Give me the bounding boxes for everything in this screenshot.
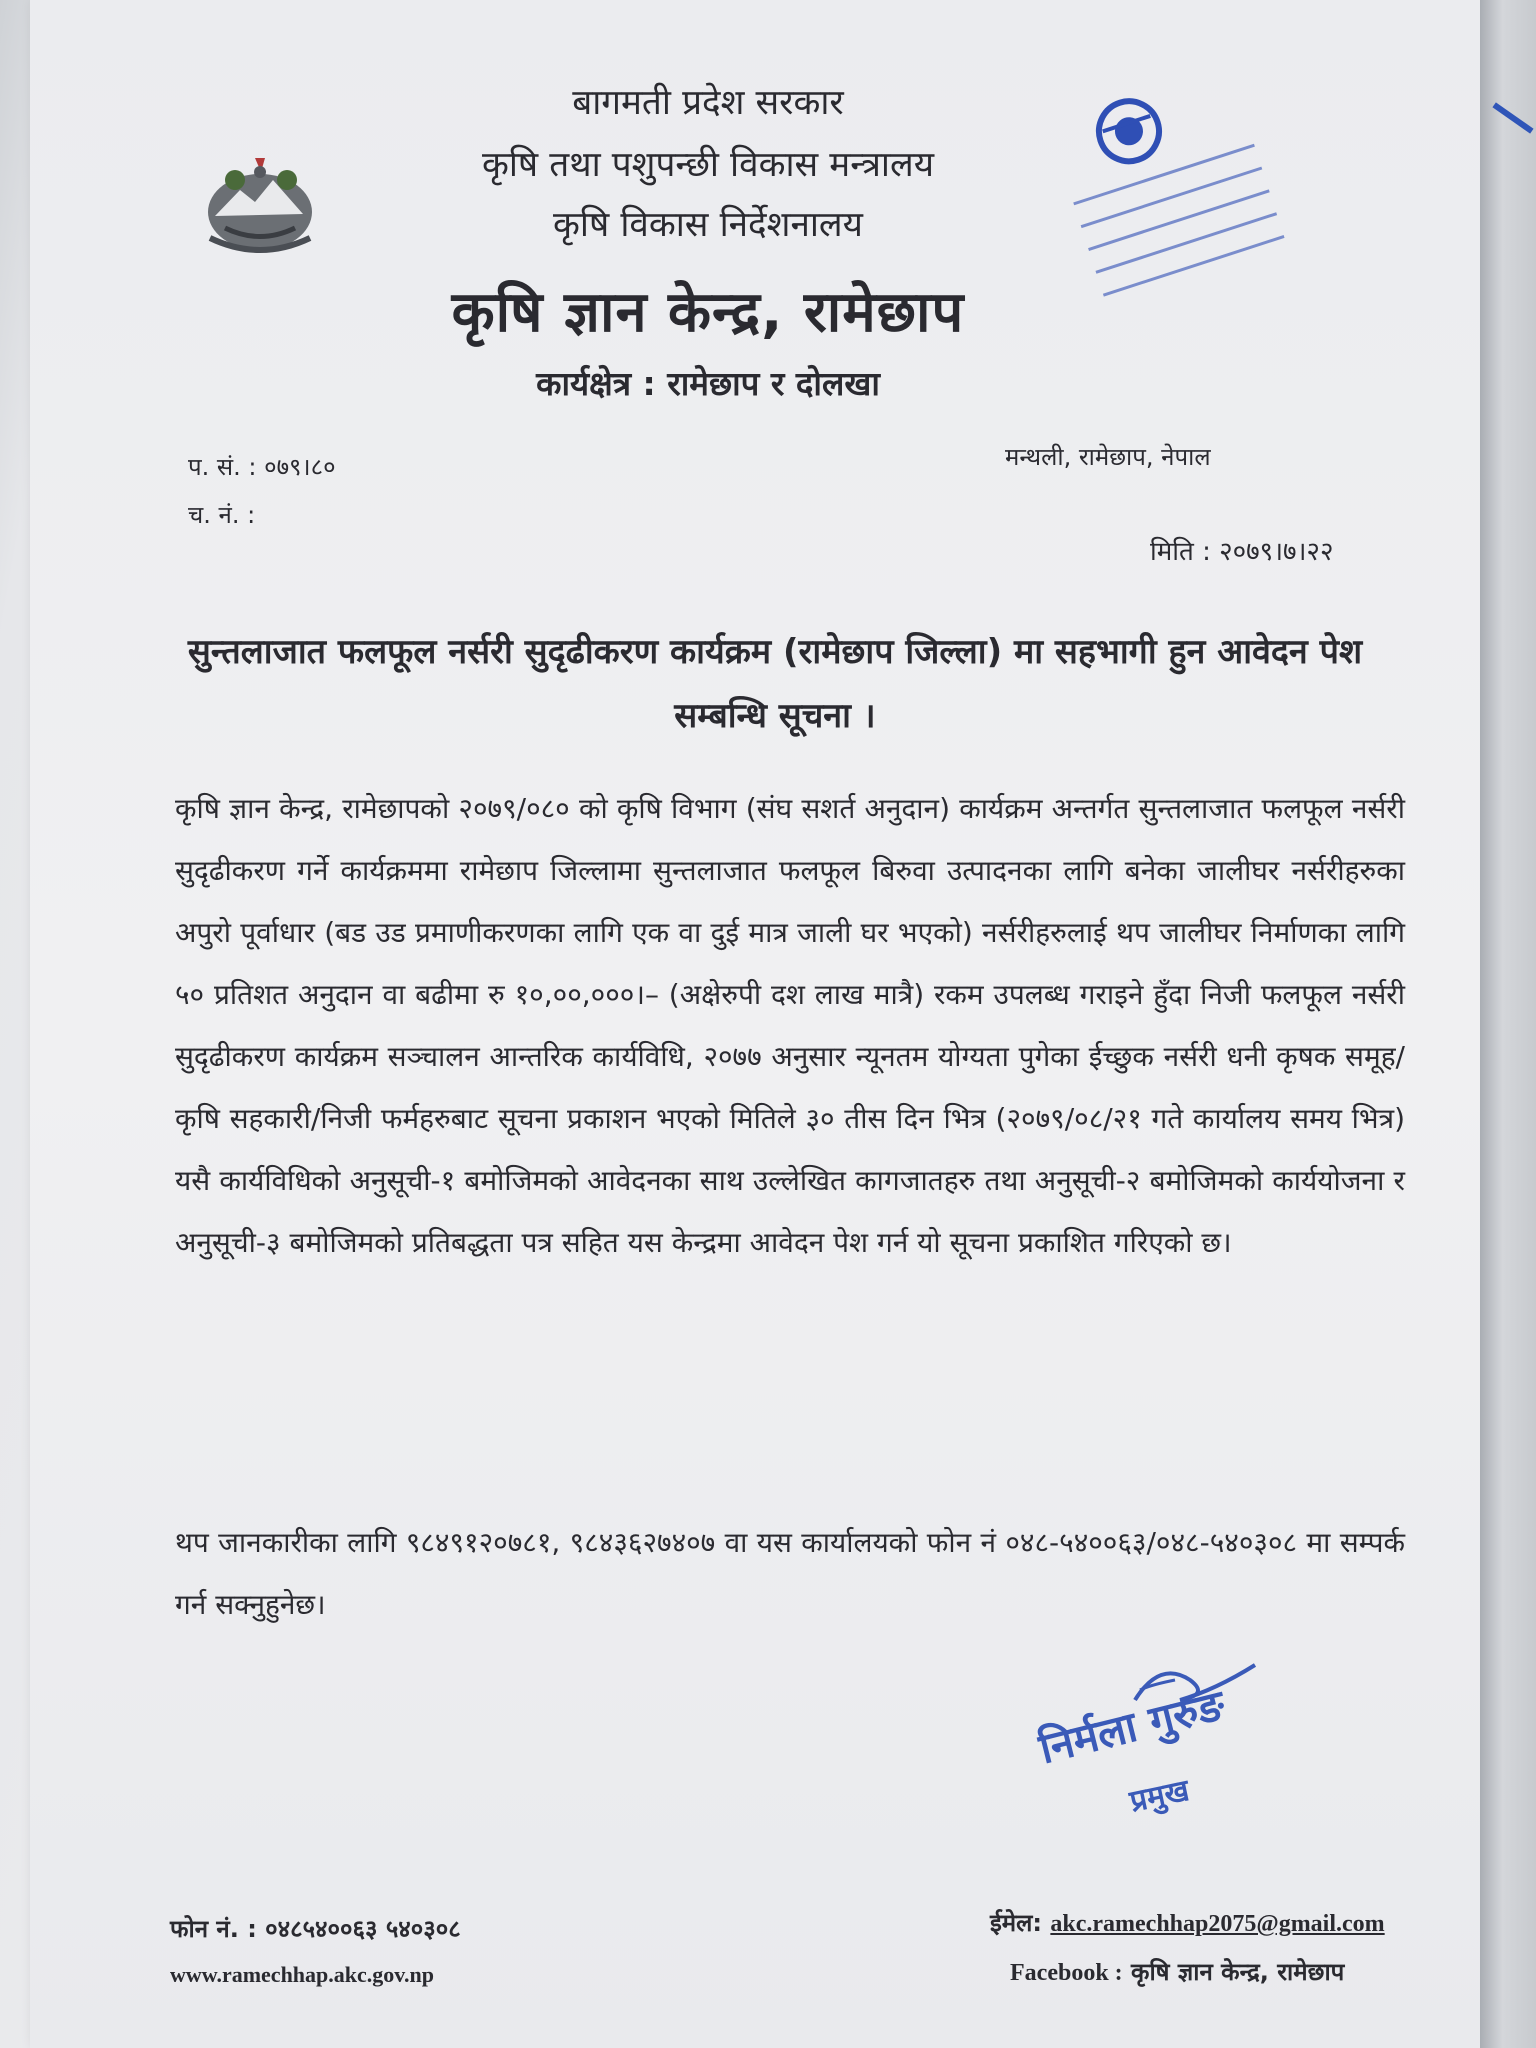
- footer-facebook: [1010, 1955, 1344, 1988]
- issue-date: मिति : २०७९।७।२२: [1150, 537, 1334, 567]
- header-province: बागमती प्रदेश सरकार: [572, 83, 844, 123]
- blue-stripe: [1492, 102, 1533, 133]
- notice-subject: सुन्तलाजात फलफूल नर्सरी सुदृढीकरण कार्यक्रम (रामेछाप जिल्ला) मा सहभागी हुन आवेदन पेश सम्बन्धि सूचना ।: [187, 632, 1363, 736]
- signatory-title: प्रमुख: [1126, 1772, 1193, 1820]
- adjacent-paper-edge: [1480, 0, 1536, 2048]
- office-area: कार्यक्षेत्र : रामेछाप र दोलखा: [536, 364, 880, 403]
- office-stamp-icon: [1055, 72, 1295, 312]
- dispatch-number: च. नं. :: [188, 501, 256, 529]
- email-label: ईमेल:: [990, 1909, 1043, 1937]
- facebook-page[interactable]: कृषि ज्ञान केन्द्र, रामेछाप: [1131, 1958, 1345, 1986]
- header-ministry: कृषि तथा पशुपन्छी विकास मन्त्रालय: [481, 145, 935, 185]
- notice-body: कृषि ज्ञान केन्द्र, रामेछापको २०७९/०८० को कृषि विभाग (संघ सशर्त अनुदान) कार्यक्रम अन्तर्गत सुन्तलाजात फलफूल नर्सरी सुदृढीकरण गर्ने कार्यक्रममा रामेछाप जिल्लामा सुन्तलाजात फलफूल बिरुवा उत्पादनका लागि बनेका जालीघर नर्सरीहरुका अपुरो पूर्वाधार (बड उड प्रमाणीकरणका लागि एक वा दुई मात्र जाली घर भएको) नर्सरीहरुलाई थप जालीघर निर्माणका लागि ५० प्रतिशत अनुदान वा बढीमा रु १०,००,०००।– (अक्षेरुपी दश लाख मात्रै) रकम उपलब्ध गराइने हुँदा निजी फलफूल नर्सरी सुदृढीकरण कार्यक्रम सञ्चालन आन्तरिक कार्यविधि, २०७७ अनुसार न्यूनतम योग्यता पुगेका ईच्छुक नर्सरी धनी कृषक समूह/कृषि सहकारी/निजी फर्महरुबाट सूचना प्रकाशन भएको मितिले ३० तीस दिन भित्र (२०७९/०८/२१ गते कार्यालय समय भित्र) यसै कार्यविधिको अनुसूची-१ बमोजिमको आवेदनका साथ उल्लेखित कागजातहरु तथा अनुसूची-२ बमोजिमको कार्ययोजना र अनुसूची-३ बमोजिमको प्रतिबद्धता पत्र सहित यस केन्द्रमा आवेदन पेश गर्न यो सूचना प्रकाशित गरिएको छ।: [175, 792, 1405, 1259]
- facebook-label: Facebook :: [1010, 1960, 1123, 1986]
- footer-phone: फोन नं. : ०४८५४००६३ ५४०३०८: [170, 1915, 461, 1943]
- signatory-name: निर्मला गुरुङ: [1034, 1680, 1230, 1774]
- header-directorate: कृषि विकास निर्देशनालय: [553, 205, 863, 245]
- contact-paragraph: थप जानकारीका लागि ९८४९१२०७८१, ९८४३६२७४०७ वा यस कार्यालयको फोन नं ०४८-५४००६३/०४८-५४०३०८ मा सम्पर्क गर्न सक्नुहुनेछ।: [175, 1526, 1405, 1621]
- footer-email: [990, 1906, 1385, 1939]
- office-title: कृषि ज्ञान केन्द्र, रामेछाप: [451, 280, 965, 345]
- reference-number: प. सं. : ०७९।८०: [188, 453, 336, 481]
- email-link[interactable]: akc.ramechhap2075@gmail.com: [1050, 1911, 1385, 1937]
- footer-website-link[interactable]: www.ramechhap.akc.gov.np: [170, 1962, 435, 1987]
- office-location: मन्थली, रामेछाप, नेपाल: [1005, 443, 1211, 471]
